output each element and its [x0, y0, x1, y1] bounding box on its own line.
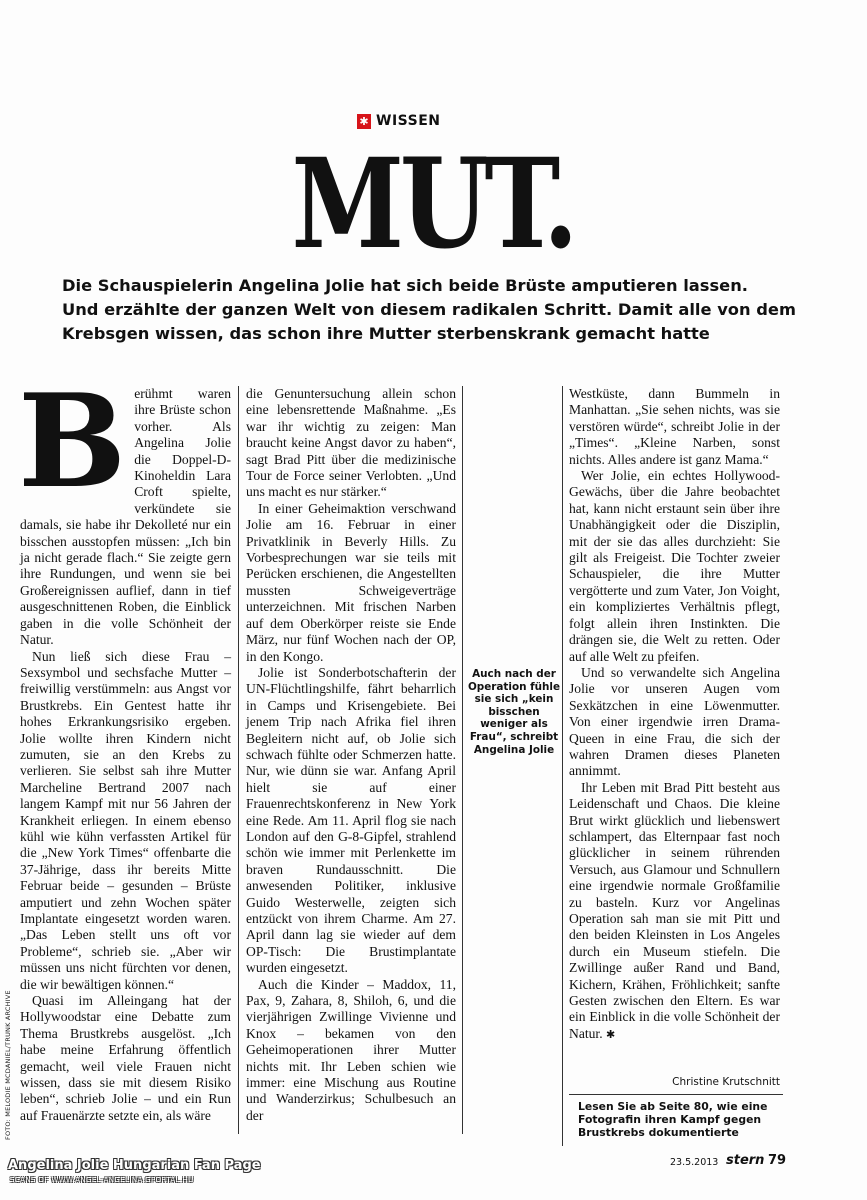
body-paragraph: die Genuntersuchung allein schon eine lebensrettende Maßnahme. „Es war ihr wichtig zu zeigen: Man braucht keine Angst davor zu haben“, sagt Brad Pitt über die medizinische Tour de Force seiner Verlobten. „Und uns macht es nur stärker.“	[246, 386, 456, 500]
magazine-brand: stern	[726, 1153, 765, 1168]
body-paragraph: Wer Jolie, ein echtes Hollywood-Gewächs, über die Jahre beobachtet hat, kann nicht erstaunt sein über ihre Unabhängigkeit oder die Disziplin, mit der sie das alles durchzieht: Sie gilt als Freigeist. Die Tochter zweier Schauspieler, die ihre Mutter vergötterte und zum Vater, Jon Voight, ein kompliziertes Verhältnis pflegt, folgt allein ihren Instinkten. Die drängen sie, die Welt zu retten. Oder auf alle Welt zu pfeifen.	[569, 468, 780, 664]
photo-caption: Auch nach der Operation fühle sie sich „kein bisschen weniger als Frau“, schreibt Angelina Jolie	[467, 668, 561, 756]
article-deck	[62, 274, 822, 346]
body-paragraph: Quasi im Alleingang hat der Hollywoodstar eine Debatte zum Thema Brustkrebs ausgelöst. „Ich habe meine Erfahrung öffentlich gemacht, weil viele Frauen nicht wissen, dass sie mit diesem Risiko leben“, schrieb Jolie – und ein Run auf Frauenärzte setzte ein, als wäre	[20, 993, 231, 1123]
body-paragraph: Auch die Kinder – Maddox, 11, Pax, 9, Zahara, 8, Shiloh, 6, und die vierjährigen Zwillinge Vivienne und Knox – bekamen von den Geheimoperationen ihrer Mutter nichts mit. Ihr Leben schien wie immer: eine Mischung aus Routine und Wanderzirkus; Schulbesuch an der	[246, 976, 456, 1123]
section-tag	[357, 113, 440, 129]
deck-line: Die Schauspielerin Angelina Jolie hat sich beide Brüste amputieren lassen.	[62, 276, 748, 295]
page-number: 79	[768, 1153, 787, 1168]
watermark-subtitle: SCANS OF WWW.ANGEL-ANGELINA.GPORTAL.HU	[10, 1176, 194, 1184]
column-divider	[562, 386, 563, 1146]
drop-cap: B	[18, 367, 127, 517]
body-column-1	[18, 367, 231, 1124]
column-divider	[462, 386, 463, 1134]
photo-credit: FOTO: MELODIE MCDANIEL/TRUNK ARCHIVE	[4, 990, 12, 1140]
column-divider	[238, 386, 239, 1134]
section-label: WISSEN	[376, 113, 441, 129]
body-paragraph: Westküste, dann Bummeln in Manhattan. „Sie sehen nichts, was sie verstören würde“, schreibt Jolie in der „Times“. „Kleine Narben, sonst nichts. Alles andere ist ganz Mama.“	[569, 386, 780, 467]
body-paragraph: Und so verwandelte sich Angelina Jolie vor unseren Augen vom Sexkätzchen in eine Löwenmutter. Von einer irgendwie irren Drama-Queen in eine Frau, die sich der wahren Dramen dieses Planeten annimmt.	[569, 664, 780, 779]
deck-line: Und erzählte der ganzen Welt von diesem radikalen Schritt. Damit alle von dem	[62, 300, 796, 319]
body-column-2	[246, 386, 456, 1124]
body-column-3	[569, 386, 780, 1043]
body-paragraph: Jolie ist Sonderbotschafterin der UN-Flüchtlingshilfe, fährt beharrlich in Camps und Krisengebiete. Bei jenem Trip nach Afrika fiel ihren Begleitern nicht auf, ob Jolie sich schwach fühlte oder Schmerzen hatte. Nur, wie dünn sie war. Anfang April hielt sie auf einer Frauenrechtskonferenz in New York eine Rede. Am 11. April flog sie nach London auf den G-8-Gipfel, strahlend schön wie immer mit Perlenkette im braven Rundausschnitt. Die anwesenden Politiker, inklusive Guido Westerwelle, zeigten sich entzückt von ihrem Charme. Am 27. April dann lag sie wieder auf dem OP-Tisch: Die Brustimplantate wurden eingesetzt.	[246, 664, 456, 976]
stern-star-icon: ✱	[357, 114, 371, 129]
headline: MUT.	[291, 132, 575, 277]
watermark-title: Angelina Jolie Hungarian Fan Page	[8, 1158, 261, 1173]
author-byline: Christine Krutschnitt	[672, 1076, 780, 1088]
page-reference: Lesen Sie ab Seite 80, wie eine Fotografin ihren Kampf gegen Brustkrebs dokumentierte	[578, 1100, 768, 1139]
body-paragraph: Nun ließ sich diese Frau – Sexsymbol und sechsfache Mutter – freiwillig verstümmeln: aus Angst vor Brustkrebs. Ein Gentest hatte ihr hohes Erkrankungsrisiko ergeben. Jolie wollte ihren Kindern nicht zumuten, sie an den Krebs zu verlieren. Sie selbst sah ihre Mutter Marcheline Bertrand 2007 nach langem Kampf mit nur 56 Jahren der Krankheit erliegen. In einem ebenso kühl wie kühn verfassten Artikel für die „New York Times“ offenbarte die 37-Jährige, dass ihr bereits Mitte Februar beide – gesunden – Brüste amputiert und zehn Wochen später Implantate eingesetzt worden waren. „Das Leben stellt uns oft vor Probleme“, schrieb sie. „Aber wir müssen uns nicht fürchten vor denen, die wir bewältigen können.“	[20, 648, 231, 992]
reference-divider	[569, 1094, 783, 1095]
body-paragraph: erühmt waren ihre Brüste schon vorher. Als Angelina Jolie die Doppel-D-Kinoheldin Lara Croft spielte, verkündete sie damals, sie habe ihr Dekolleté nur ein bisschen ausstopfen müssen: „Ich bin ja nicht gerade flach.“ Sie zeigte gern ihre Rundungen, und wenn sie bei Großereignissen auflief, dann in tief ausgeschnittenen Roben, die Einblick gaben in die volle Schönheit der Natur.	[20, 386, 231, 648]
issue-date: 23.5.2013	[670, 1157, 719, 1168]
body-paragraph: In einer Geheimaktion verschwand Jolie am 16. Februar in einer Privatklinik in Beverly Hills. Zu Vorbesprechungen war sie teils mit Perücken erschienen, die Angestellten mussten Schweigeverträge unterzeichnen. Mit frischen Narben auf dem Oberkörper reiste sie Ende März, nur fünf Wochen nach der OP, in den Kongo.	[246, 500, 456, 664]
body-paragraph	[569, 780, 780, 1044]
body-paragraph-text: Ihr Leben mit Brad Pitt besteht aus Leidenschaft und Chaos. Die kleine Brut wirkt glücklich und liebenswert schlampert, das Elternpaar fast noch glücklicher in seinem rührenden Versuch, aus Glamour und Schnullern eine irgendwie normale Großfamilie zu basteln. Kurz vor Angelinas Operation sah man sie mit Pitt und den beiden Kleinsten in Los Angeles durch ein Museum stiefeln. Die Zwillinge außer Rand und Band, Kichern, Krähen, Fröhlichkeit; sanfte Gesten zwischen den Eltern. Es war ein Einblick in die volle Schönheit der Natur.	[569, 779, 780, 1041]
end-mark-icon: ✱	[606, 1027, 616, 1041]
deck-line: Krebsgen wissen, das schon ihre Mutter sterbenskrank gemacht hatte	[62, 324, 710, 343]
